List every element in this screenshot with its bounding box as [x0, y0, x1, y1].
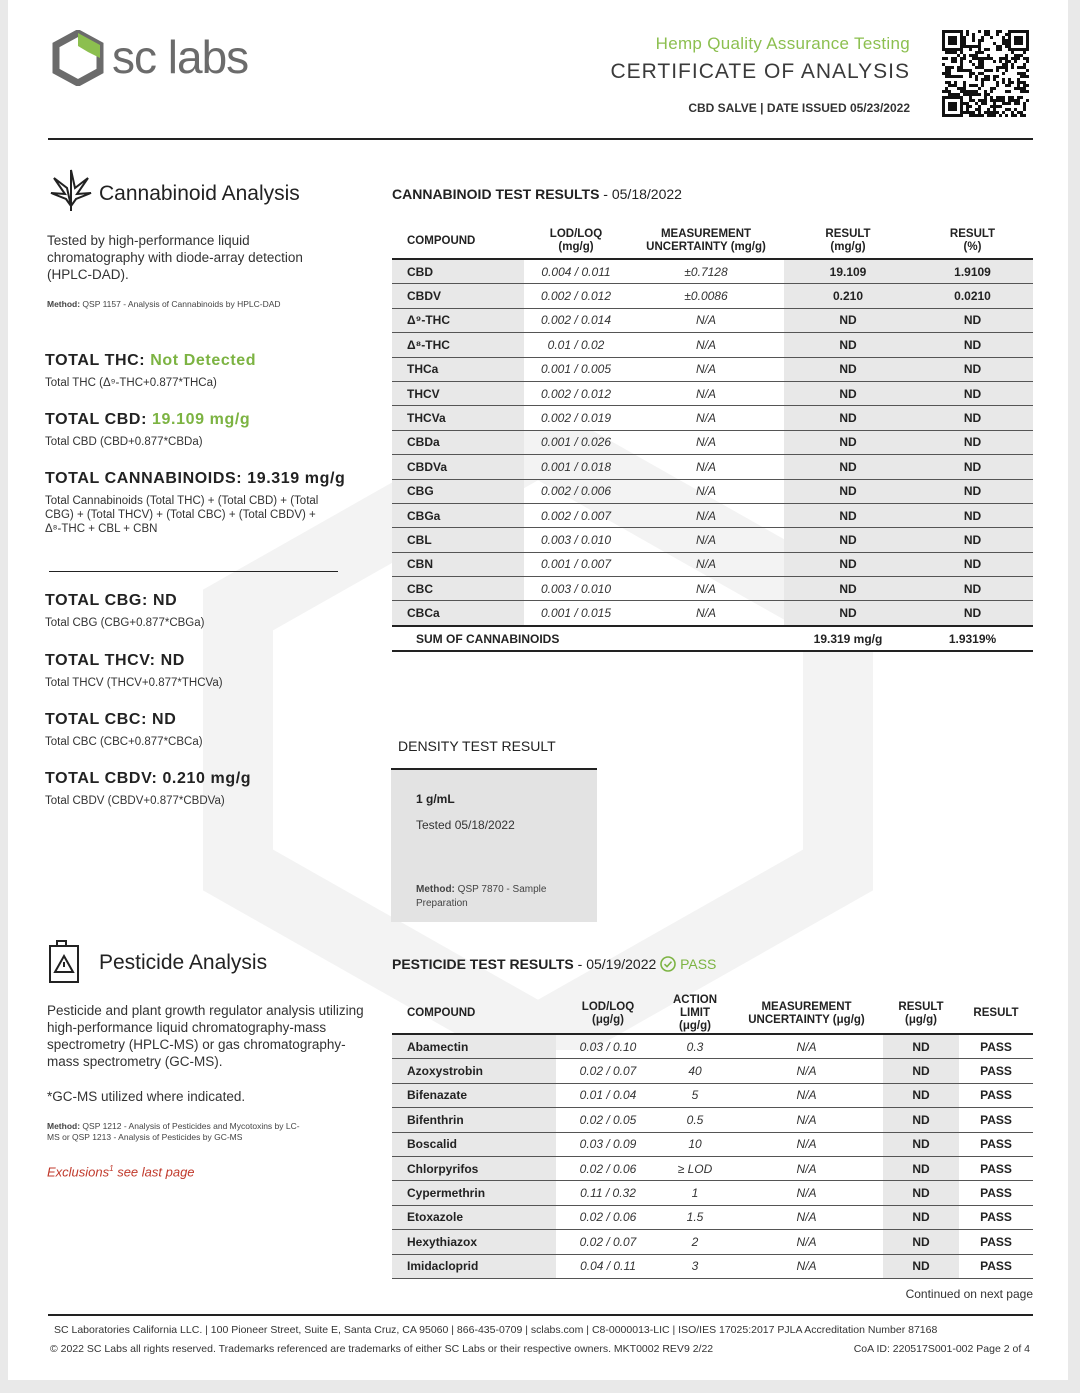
table-cell: ND	[912, 528, 1033, 552]
table-cell: ND	[784, 455, 912, 479]
column-header: ACTION LIMIT (μg/g)	[660, 994, 730, 1034]
table-cell: N/A	[628, 308, 784, 332]
table-row	[392, 284, 1033, 308]
table-cell: ND	[883, 1156, 959, 1180]
compound-cell: Chlorpyrifos	[392, 1156, 556, 1180]
table-row	[392, 1108, 1033, 1132]
table-cell: PASS	[959, 1181, 1033, 1205]
column-header: RESULT	[959, 994, 1033, 1034]
table-cell: 10	[660, 1132, 730, 1156]
compound-cell: CBDa	[392, 430, 524, 454]
compound-cell: CBC	[392, 577, 524, 601]
table-cell: N/A	[730, 1108, 883, 1132]
column-header: RESULT (%)	[912, 224, 1033, 259]
density-tested: Tested 05/18/2022	[416, 818, 515, 832]
total-formula: Total THCV (THCV+0.877*THCVa)	[45, 677, 223, 689]
table-row	[392, 333, 1033, 357]
compound-cell: Boscalid	[392, 1132, 556, 1156]
column-header: MEASUREMENT UNCERTAINTY (mg/g)	[628, 224, 784, 259]
table-cell: 0.002 / 0.019	[524, 406, 628, 430]
table-cell: ND	[883, 1083, 959, 1107]
table-cell: ND	[883, 1108, 959, 1132]
total-label: TOTAL CBC:	[45, 711, 153, 728]
table-cell: ND	[912, 333, 1033, 357]
pesticide-description: Pesticide and plant growth regulator analysis utilizing high-performance liquid chromatography-mass spectrometry (HPLC-MS) or gas chromatography-mass spectrometry (GC-MS).	[47, 1003, 364, 1069]
compound-cell: CBL	[392, 528, 524, 552]
sclabs-logo-icon	[52, 30, 104, 86]
table-cell: ND	[784, 601, 912, 626]
table-cell: 0.11 / 0.32	[556, 1181, 660, 1205]
table-cell: ±0.7128	[628, 259, 784, 284]
footer-coa-id: CoA ID: 220517S001-002 Page 2 of 4	[853, 1343, 1030, 1355]
table-cell: N/A	[730, 1205, 883, 1229]
table-cell: N/A	[730, 1156, 883, 1180]
table-cell: 5	[660, 1083, 730, 1107]
total-formula: Total CBD (CBD+0.877*CBDa)	[45, 436, 203, 448]
table-cell: N/A	[730, 1230, 883, 1254]
table-cell: 0.003 / 0.010	[524, 528, 628, 552]
compound-cell: THCV	[392, 381, 524, 405]
column-header: LOD/LOQ (mg/g)	[524, 224, 628, 259]
pesticide-container-icon	[48, 940, 80, 984]
total-label: TOTAL CANNABINOIDS:	[45, 470, 248, 487]
table-cell: 0.02 / 0.06	[556, 1156, 660, 1180]
density-method: Method: QSP 7870 - Sample Preparation	[416, 884, 547, 909]
table-cell: PASS	[959, 1059, 1033, 1083]
cannabinoid-table-title: CANNABINOID TEST RESULTS - 05/18/2022	[392, 186, 682, 202]
column-header: LOD/LOQ (μg/g)	[556, 994, 660, 1034]
compound-cell: Etoxazole	[392, 1205, 556, 1229]
total-heading	[45, 411, 250, 429]
table-cell: ND	[912, 455, 1033, 479]
gcms-note: *GC-MS utilized where indicated.	[47, 1089, 246, 1104]
total-value: ND	[152, 711, 177, 728]
table-cell: N/A	[730, 1132, 883, 1156]
table-cell: PASS	[959, 1205, 1033, 1229]
sum-cell: 19.319 mg/g	[784, 626, 912, 651]
table-row	[392, 479, 1033, 503]
pesticide-method: Method: QSP 1212 - Analysis of Pesticides and Mycotoxins by LC-MS or QSP 1213 - Analysis of Pesticides by GC-MS	[47, 1121, 300, 1142]
table-row	[392, 552, 1033, 576]
table-cell: 0.02 / 0.05	[556, 1108, 660, 1132]
logo-text: sc labs	[112, 31, 249, 83]
compound-cell: THCa	[392, 357, 524, 381]
total-formula: Total CBC (CBC+0.877*CBCa)	[45, 736, 203, 748]
table-cell: ≥ LOD	[660, 1156, 730, 1180]
table-cell: N/A	[730, 1059, 883, 1083]
table-cell: PASS	[959, 1034, 1033, 1059]
table-cell: ND	[784, 430, 912, 454]
density-title: DENSITY TEST RESULT	[398, 738, 556, 754]
compound-cell: Imidacloprid	[392, 1254, 556, 1278]
table-row	[392, 455, 1033, 479]
table-cell: 1.5	[660, 1205, 730, 1229]
table-cell: ND	[784, 503, 912, 527]
footer-divider	[48, 1314, 1033, 1316]
table-cell: ND	[883, 1132, 959, 1156]
total-formula: Total CBDV (CBDV+0.877*CBDVa)	[45, 795, 225, 807]
total-heading	[45, 592, 177, 610]
compound-cell: Hexythiazox	[392, 1230, 556, 1254]
table-cell: ND	[912, 601, 1033, 626]
coa-page	[8, 0, 1068, 1380]
qr-code-icon[interactable]	[941, 30, 1031, 118]
table-cell: ND	[784, 333, 912, 357]
compound-cell: CBD	[392, 259, 524, 284]
sum-cell: SUM OF CANNABINOIDS	[392, 626, 784, 651]
sum-row	[392, 626, 1033, 651]
table-row	[392, 430, 1033, 454]
table-row	[392, 381, 1033, 405]
table-cell: N/A	[730, 1083, 883, 1107]
table-cell: 0.03 / 0.10	[556, 1034, 660, 1059]
table-cell: ND	[883, 1230, 959, 1254]
table-row	[392, 601, 1033, 626]
table-cell: N/A	[628, 528, 784, 552]
compound-cell: CBGa	[392, 503, 524, 527]
table-cell: 0.001 / 0.007	[524, 552, 628, 576]
compound-cell: Bifenthrin	[392, 1108, 556, 1132]
table-cell: ND	[912, 503, 1033, 527]
density-value: 1 g/mL	[416, 792, 455, 806]
table-row	[392, 1254, 1033, 1278]
compound-cell: Cypermethrin	[392, 1181, 556, 1205]
table-cell: ND	[784, 552, 912, 576]
table-row	[392, 1083, 1033, 1107]
table-cell: 0.01 / 0.04	[556, 1083, 660, 1107]
cannabinoid-description: Tested by high-performance liquid chromatography with diode-array detection (HPLC-DAD).	[47, 233, 303, 282]
table-cell: N/A	[730, 1254, 883, 1278]
total-value: Not Detected	[150, 352, 257, 369]
header-title: CERTIFICATE OF ANALYSIS	[610, 60, 910, 83]
table-cell: N/A	[730, 1181, 883, 1205]
table-cell: ND	[784, 406, 912, 430]
table-cell: ND	[883, 1181, 959, 1205]
table-cell: N/A	[628, 333, 784, 357]
table-cell: 0.002 / 0.012	[524, 381, 628, 405]
table-cell: ND	[883, 1254, 959, 1278]
table-cell: ±0.0086	[628, 284, 784, 308]
total-formula: Total THC (Δ⁹-THC+0.877*THCa)	[45, 377, 217, 389]
table-row	[392, 1181, 1033, 1205]
table-cell: 0.02 / 0.07	[556, 1230, 660, 1254]
compound-cell: Δ⁹-THC	[392, 308, 524, 332]
table-row	[392, 577, 1033, 601]
table-cell: 0.02 / 0.07	[556, 1059, 660, 1083]
table-row	[392, 308, 1033, 332]
table-cell: ND	[784, 381, 912, 405]
table-cell: 0.3	[660, 1034, 730, 1059]
total-label: TOTAL THCV:	[45, 652, 161, 669]
cannabinoid-section-title: Cannabinoid Analysis	[99, 182, 300, 205]
compound-cell: CBDVa	[392, 455, 524, 479]
column-header: MEASUREMENT UNCERTAINTY (μg/g)	[730, 994, 883, 1034]
exclusions-link[interactable]: Exclusions$^1$ see last page	[47, 1164, 195, 1180]
table-cell: ND	[784, 528, 912, 552]
header-meta: CBD SALVE | DATE ISSUED 05/23/2022	[688, 101, 910, 115]
table-row	[392, 1230, 1033, 1254]
sum-cell: 1.9319%	[912, 626, 1033, 651]
total-label: TOTAL CBD:	[45, 411, 153, 428]
table-row	[392, 1059, 1033, 1083]
table-cell: N/A	[628, 381, 784, 405]
total-heading	[45, 770, 251, 788]
table-cell: ND	[912, 308, 1033, 332]
table-cell: ND	[912, 552, 1033, 576]
column-header: RESULT (μg/g)	[883, 994, 959, 1034]
table-cell: 0.001 / 0.015	[524, 601, 628, 626]
continued-note: Continued on next page	[905, 1287, 1033, 1301]
table-cell: 40	[660, 1059, 730, 1083]
table-cell: PASS	[959, 1156, 1033, 1180]
total-formula: Total CBG (CBG+0.877*CBGa)	[45, 617, 205, 629]
table-cell: ND	[883, 1059, 959, 1083]
total-value: 19.319 mg/g	[247, 470, 346, 487]
table-cell: N/A	[628, 503, 784, 527]
table-cell: 0.001 / 0.018	[524, 455, 628, 479]
footer-address: SC Laboratories California LLC. | 100 Pioneer Street, Suite E, Santa Cruz, CA 95060 | 866-435-0709 | sclabs.com | C8-0000013-LIC | ISO/IES 17025:2017 PJLA Accreditation Number 87168	[54, 1324, 938, 1336]
table-cell: 1	[660, 1181, 730, 1205]
table-cell: N/A	[628, 430, 784, 454]
table-row	[392, 1205, 1033, 1229]
total-value: 0.210 mg/g	[162, 770, 252, 787]
table-cell: 0.02 / 0.06	[556, 1205, 660, 1229]
pesticide-section-title: Pesticide Analysis	[99, 951, 268, 974]
total-label: TOTAL CBG:	[45, 592, 153, 609]
table-cell: 0.01 / 0.02	[524, 333, 628, 357]
table-cell: ND	[912, 406, 1033, 430]
column-header: RESULT (mg/g)	[784, 224, 912, 259]
footer-copyright: © 2022 SC Labs all rights reserved. Trademarks referenced are trademarks of either SC Labs or their respective owners. MKT0002 REV9 2/22	[50, 1343, 714, 1355]
total-heading	[45, 652, 185, 670]
total-formula: Total Cannabinoids (Total THC) + (Total CBD) + (Total CBG) + (Total THCV) + (Total CBC) + (Total CBDV) + Δ⁸-THC + CBL + CBN	[45, 495, 319, 535]
table-cell: 0.002 / 0.006	[524, 479, 628, 503]
column-header: COMPOUND	[392, 994, 556, 1034]
table-cell: PASS	[959, 1230, 1033, 1254]
total-label: TOTAL CBDV:	[45, 770, 163, 787]
table-cell: 0.04 / 0.11	[556, 1254, 660, 1278]
pass-check-icon	[660, 956, 676, 972]
table-cell: N/A	[628, 577, 784, 601]
table-cell: ND	[912, 430, 1033, 454]
table-cell: ND	[784, 577, 912, 601]
table-row	[392, 503, 1033, 527]
table-cell: 0.002 / 0.007	[524, 503, 628, 527]
total-value: ND	[160, 652, 185, 669]
total-heading	[45, 711, 176, 729]
compound-cell: Δ⁸-THC	[392, 333, 524, 357]
cannabinoid-method: Method: QSP 1157 - Analysis of Cannabinoids by HPLC-DAD	[47, 299, 281, 309]
density-box	[391, 770, 597, 922]
table-cell: ND	[784, 479, 912, 503]
total-value: ND	[152, 592, 178, 609]
cannabis-leaf-icon	[50, 168, 92, 212]
pass-badge: PASS	[680, 956, 717, 972]
table-cell: 0.210	[784, 284, 912, 308]
table-cell: N/A	[628, 479, 784, 503]
table-row	[392, 528, 1033, 552]
table-row	[392, 406, 1033, 430]
table-cell: 0.03 / 0.09	[556, 1132, 660, 1156]
table-cell: 0.002 / 0.014	[524, 308, 628, 332]
compound-cell: CBDV	[392, 284, 524, 308]
compound-cell: CBG	[392, 479, 524, 503]
total-heading	[45, 470, 345, 488]
table-cell: ND	[883, 1205, 959, 1229]
compound-cell: CBN	[392, 552, 524, 576]
table-cell: 0.002 / 0.012	[524, 284, 628, 308]
pesticide-table-title: PESTICIDE TEST RESULTS - 05/19/2022 PASS	[392, 956, 717, 972]
table-row	[392, 259, 1033, 284]
pesticide-results-table	[392, 994, 1033, 1279]
table-cell: N/A	[628, 455, 784, 479]
table-cell: ND	[912, 381, 1033, 405]
table-row	[392, 357, 1033, 381]
header-subtitle: Hemp Quality Assurance Testing	[655, 34, 910, 53]
table-cell: 0.001 / 0.005	[524, 357, 628, 381]
table-cell: N/A	[628, 406, 784, 430]
table-cell: ND	[912, 479, 1033, 503]
table-cell: 19.109	[784, 259, 912, 284]
table-cell: 0.003 / 0.010	[524, 577, 628, 601]
table-cell: PASS	[959, 1108, 1033, 1132]
table-cell: PASS	[959, 1254, 1033, 1278]
total-value: 19.109 mg/g	[152, 411, 251, 428]
total-label: TOTAL THC:	[45, 352, 151, 369]
table-cell: 0.004 / 0.011	[524, 259, 628, 284]
table-cell: N/A	[628, 601, 784, 626]
compound-cell: Azoxystrobin	[392, 1059, 556, 1083]
table-row	[392, 1156, 1033, 1180]
table-cell: N/A	[730, 1034, 883, 1059]
table-cell: PASS	[959, 1083, 1033, 1107]
header-divider	[48, 138, 1033, 140]
table-cell: ND	[784, 357, 912, 381]
table-cell: ND	[912, 577, 1033, 601]
total-heading	[45, 352, 256, 370]
table-cell: 0.001 / 0.026	[524, 430, 628, 454]
table-row	[392, 1034, 1033, 1059]
table-cell: 0.0210	[912, 284, 1033, 308]
totals-divider	[49, 571, 338, 572]
table-cell: 0.5	[660, 1108, 730, 1132]
table-cell: ND	[883, 1034, 959, 1059]
table-cell: 1.9109	[912, 259, 1033, 284]
table-row	[392, 1132, 1033, 1156]
table-cell: PASS	[959, 1132, 1033, 1156]
compound-cell: Bifenazate	[392, 1083, 556, 1107]
compound-cell: CBCa	[392, 601, 524, 626]
table-cell: N/A	[628, 552, 784, 576]
cannabinoid-results-table	[392, 224, 1033, 652]
compound-cell: Abamectin	[392, 1034, 556, 1059]
table-cell: N/A	[628, 357, 784, 381]
table-cell: ND	[784, 308, 912, 332]
table-cell: ND	[912, 357, 1033, 381]
column-header: COMPOUND	[392, 224, 524, 259]
compound-cell: THCVa	[392, 406, 524, 430]
table-cell: 3	[660, 1254, 730, 1278]
table-cell: 2	[660, 1230, 730, 1254]
